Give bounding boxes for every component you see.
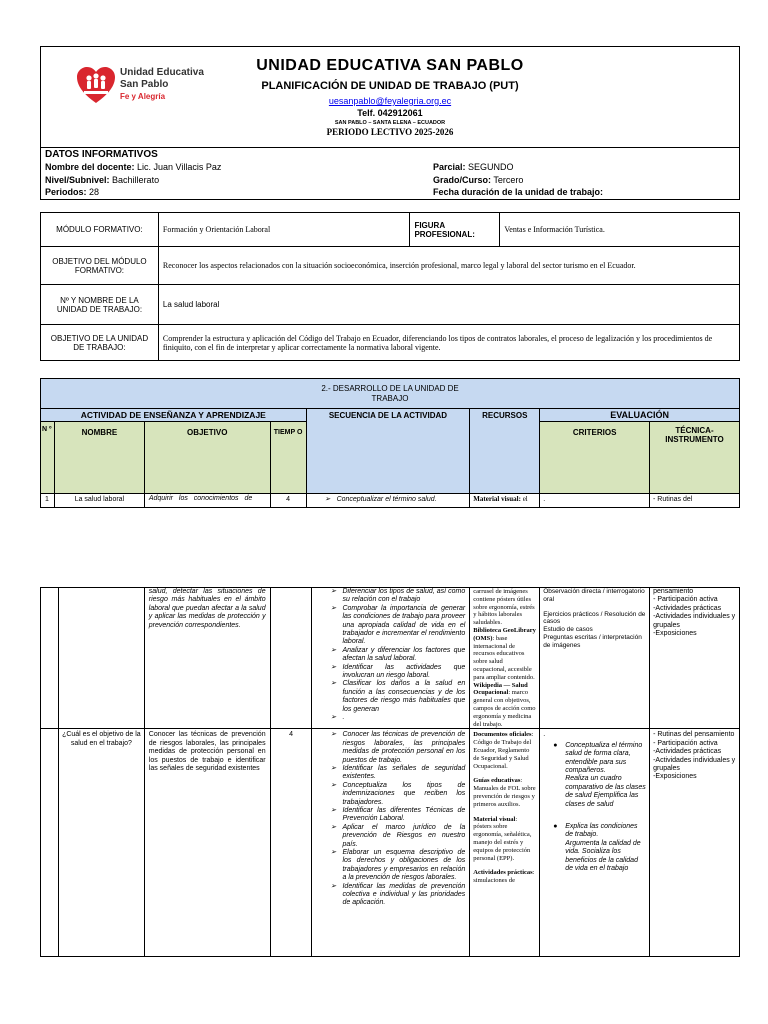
nivel-row: Nivel/Subnivel: Bachillerato [45,175,160,185]
document-subtitle: PLANIFICACIÓN DE UNIDAD DE TRABAJO (PUT) [261,80,519,92]
list-item: ➢ Clasificar los daños a la salud en función a las consecuencias y de los factores de riesgo más habituales que los generan [330,680,465,714]
fe-y-alegria-heart-icon [76,66,116,106]
row2-secuencia-list [312,729,470,957]
secuencia-header: SECUENCIA DE LA ACTIVIDAD [306,409,470,494]
list-item: ➢ Diferenciar los tipos de salud, así como su relación con el trabajo [330,588,465,605]
modulo-table [40,212,740,361]
table-row [41,494,740,508]
bullet-icon: ● [553,823,558,830]
row1-criterios-cont: Observación directa / interrogatorio oral Ejercicios prácticos / Resolución de casos Estudio de casos Preguntas escritas / interpretación de imágenes [540,588,650,729]
school-year: PERIODO LECTIVO 2025-2026 [326,127,454,137]
unidad-label: Nº Y NOMBRE DE LA UNIDAD DE TRABAJO: [41,285,159,325]
objetivo-unidad-label: OBJETIVO DE LA UNIDAD DE TRABAJO: [41,325,159,361]
list-item: ➢ Identificar las diferentes Técnicas de Prevención Laboral. [330,807,465,824]
evaluacion-header: EVALUACIÓN [540,409,740,422]
row1-tecnica: - Rutinas del [650,494,740,508]
recursos-header: RECURSOS [470,409,540,494]
row2-recursos: Documentos oficiales: Código de Trabajo del Ecuador, Reglamento de Seguridad y Salud Ocupacional. Guías educativas: Manuales de FOL sobre prevención de riesgos y primeros auxilios. Material visual: pósters sobre ergonomía, señalética, manejo del estrés y equipos de protección personal (EPP). Actividades prácticas: simulaciones de [470,729,540,957]
list-item: ➢ Conocer las técnicas de prevención de riesgos laborales, las principales medidas de protección personal en los puestos de trabajo. [330,731,465,765]
table-row [41,588,740,729]
nivel-value: Bachillerato [112,175,160,185]
row1-secuencia-list [312,588,470,729]
docente-row: Nombre del docente: Lic. Juan Villacis Paz [45,162,222,172]
list-item: ➢ Conceptualiza los tipos de indemnizaciones que reciben los trabajadores. [330,782,465,807]
row1-criterios: . [540,494,650,508]
figura-label: FIGURA PROFESIONAL: [410,213,500,247]
modulo-value: Formación y Orientación Laboral [158,213,410,247]
modulo-label: MÓDULO FORMATIVO: [41,213,159,247]
logo-line-1: Unidad Educativa [120,67,204,78]
objetivo-modulo-value: Reconocer los aspectos relacionados con la situación socioeconómica, inserción profesional, marco legal y laboral del sector turismo en el Ecuador. [158,247,739,285]
datos-heading: DATOS INFORMATIVOS [45,149,158,160]
table-row [41,729,740,957]
location-text: SAN PABLO – SANTA ELENA – ECUADOR [334,120,446,126]
row2-nombre: ¿Cuál es el objetivo de la salud en el trabajo? [58,729,144,957]
periodos-value: 28 [89,187,100,197]
list-item: ➢ Identificar las medidas de prevención colectiva e individual y las prioridades de aplicación. [330,883,465,908]
list-item: ➢ . [330,714,465,722]
row1-recursos-cont: carrusel de imágenes contiene pósters útiles sobre ergonomía, estrés y hábitos laborales saludables. Biblioteca GeoLibrary (OMS): base internacional de recursos educativos sobre salud ocupacional, accesible para ampliar contenido. Wikipedia — Salud Ocupacional: marco general con objetivos, campos de acción como ergonomía y medicina del trabajo. [470,588,540,729]
list-item: ➢ Identificar las señales de seguridad existentes. [330,765,465,782]
col-tiempo: TIEMP O [270,422,306,494]
row1-n: 1 [41,494,55,508]
row2-criterios: . ● Conceptualiza el término salud de forma clara, entendible para sus compañeros. Realiza un cuadro comparativo de las clases de salud Ejemplifica las clases de salud ● Explica las condiciones de trabajo. Argumenta la calidad de vida. Socializa los beneficios de la calidad de vida en el trabajo [540,729,650,957]
col-objetivo: OBJETIVO [144,422,270,494]
row2-tiempo: 4 [270,729,312,957]
objetivo-unidad-value: Comprender la estructura y aplicación del Código del Trabajo en Ecuador, diferenciando los tipos de contratos laborales, el proceso de legalización y los procedimientos de finiquito, con el fin de interpretar y aplicar correctamente la normativa laboral vigente. [158,325,739,361]
phone-number: Telf. 042912061 [357,108,423,118]
row2-tecnica: - Rutinas del pensamiento - Participación activa -Actividades prácticas -Actividades individuales y grupales -Exposiciones [650,729,740,957]
list-item: ➢ Aplicar el marco jurídico de la prevención de Riesgos en nuestro país. [330,824,465,849]
list-item: ➢ Analizar y diferenciar los factores que afectan la salud laboral. [330,647,465,664]
email-link[interactable]: uesanpablo@feyalegria.org.ec [328,96,452,106]
datos-informativos [40,148,740,200]
periodos-row: Periodos: 28 [45,187,100,197]
grado-row: Grado/Curso: Tercero [433,175,524,185]
row1-recursos: Material visual: el [470,494,540,508]
logo-line-3: Fe y Alegría [120,92,166,101]
row1-tiempo: 4 [270,494,306,508]
col-tecnica: TÉCNICA-INSTRUMENTO [650,422,740,494]
logo-line-2: San Pablo [120,79,169,90]
col-nombre: NOMBRE [54,422,144,494]
parcial-row: Parcial: SEGUNDO [433,162,514,172]
parcial-value: SEGUNDO [468,162,514,172]
list-item: ➢ Identificar las actividades que involucran un riesgo laboral. [330,664,465,681]
grado-value: Tercero [493,175,524,185]
unidad-value: La salud laboral [158,285,739,325]
figura-value: Ventas e Información Turística. [500,213,740,247]
col-n: N º [41,422,55,494]
desarrollo-title: 2.- DESARROLLO DE LA UNIDAD DE TRABAJO [41,379,740,409]
fecha-label: Fecha duración de la unidad de trabajo: [433,187,604,197]
school-logo [76,66,216,106]
row1-objetivo: Adquirir los conocimientos de [144,494,270,508]
bullet-icon: ● [553,741,558,749]
desarrollo-table-continued [40,587,740,957]
objetivo-modulo-label: OBJETIVO DEL MÓDULO FORMATIVO: [41,247,159,285]
col-criterios: CRITERIOS [540,422,650,494]
row1-secuencia: ➢ Conceptualizar el término salud. [325,495,469,504]
actividad-header: ACTIVIDAD DE ENSEÑANZA Y APRENDIZAJE [41,409,307,422]
list-item: ➢ Elaborar un esquema descriptivo de los derechos y obligaciones de los trabajadores y empresarios en relación a la prevención de riesgos laborales. [330,849,465,883]
row2-objetivo: Conocer las técnicas de prevención de riesgos laborales, las principales medidas de protección personal en los puestos de trabajo e identificar las señales de seguridad existentes [144,729,270,957]
list-item: ➢ Comprobar la importancia de generar las condiciones de trabajo para proveer una apropiada calidad de vida en el trabajador e incrementar el rendimiento laboral. [330,605,465,647]
school-title: UNIDAD EDUCATIVA SAN PABLO [256,57,524,74]
row1-nombre: La salud laboral [54,494,144,508]
row1-objetivo-cont: salud, detectar las situaciones de riesgo más habituales en el ámbito laboral que puedan afectar a la salud y aplicar las medidas de protección y prevención correspondientes. [144,588,270,729]
row1-tecnica-cont: pensamiento - Participación activa -Actividades prácticas -Actividades individuales y grupales -Exposiciones [650,588,740,729]
docente-value: Lic. Juan Villacis Paz [137,162,222,172]
desarrollo-table [40,378,740,508]
